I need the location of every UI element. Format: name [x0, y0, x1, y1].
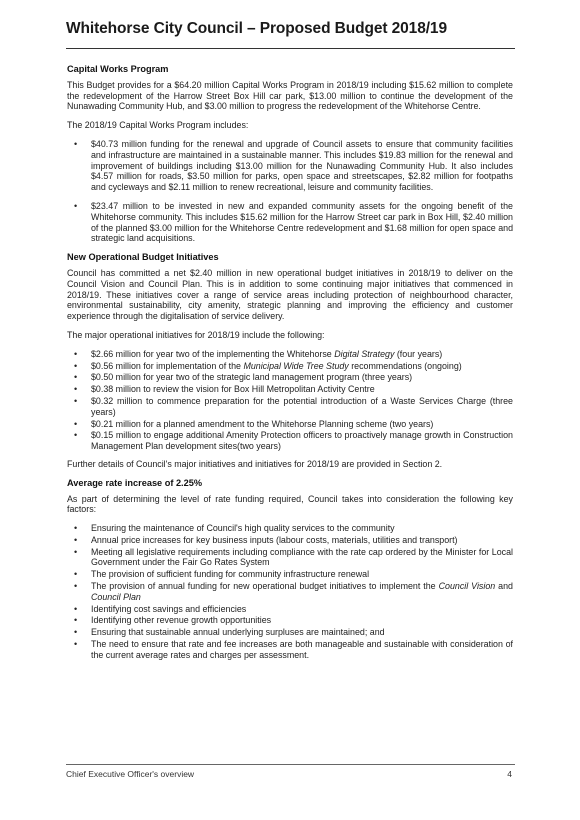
list-item: • $23.47 million to be invested in new and expanded community assets for the ongoing benefit of the Whitehorse community. This includes $15.62 million for the Harrow Street car park in Box Hill, $2.40 million of the planned $3.00 million for the Whitehorse Centre redevelopment and $1.68 million for open space and strategic land acquisitions.: [67, 201, 513, 244]
operational-initiatives-list: [67, 349, 513, 452]
operational-further-details: Further details of Council's major initiatives and initiatives for 2018/19 are provided in Section 2.: [67, 458, 443, 469]
text-run: $0.56 million for implementation of the: [91, 360, 244, 371]
list-item: • Annual price increases for key business inputs (labour costs, materials, utilities and transport): [67, 535, 513, 546]
page-title: Whitehorse City Council – Proposed Budget 2018/19: [66, 20, 447, 37]
list-item: • $40.73 million funding for the renewal and upgrade of Council assets to ensure that community facilities and infrastructure are maintained in a sustainable manner. This includes $19.83 million for the renewal and improvement of buildings including $13.00 million for the Nunawading Community Hub. It also includes $4.57 million for roads, $3.50 million for parks, open space and streetscapes, $2.82 million for footpaths and cycleways and $2.11 million to renew recreational, leisure and community facilities.: [67, 139, 513, 193]
text-run: recommendations (ongoing): [348, 360, 462, 371]
rate-factors-list: [67, 523, 513, 661]
list-item: • Identifying cost savings and efficiencies: [67, 604, 513, 615]
text-run: $2.66 million for year two of the implementing the Whitehorse: [91, 348, 335, 359]
list-item: • $0.38 million to review the vision for Box Hill Metropolitan Activity Centre: [67, 384, 513, 395]
list-item: [67, 581, 513, 603]
capital-works-intro: This Budget provides for a $64.20 million Capital Works Program in 2018/19 including $15.62 million to complete the redevelopment of the Harrow Street Box Hill car park, $13.00 million to continue the development of the Nunawading Community Hub, and $3.00 million to progress the redevelopment of the Whitehorse Centre.: [67, 79, 513, 112]
capital-works-includes-lead: The 2018/19 Capital Works Program includes:: [67, 120, 249, 131]
list-item: • The need to ensure that rate and fee increases are both manageable and sustainable with consideration of the current average rates and charges per assessment.: [67, 639, 513, 661]
list-item: • Identifying other revenue growth opportunities: [67, 615, 513, 626]
document-body: [67, 64, 513, 668]
operational-initiatives-intro: Council has committed a net $2.40 million in new operational budget initiatives in 2018/19 to deliver on the Council Vision and Council Plan. This is in addition to some continuing major initiatives that commenced in 2018/19. These initiatives cover a range of service areas including protection of neighbourhood character, environmental sustainability, city amenity, strategic planning and improving the efficiency and customer experience through the digitalisation of service delivery.: [67, 267, 513, 322]
capital-works-heading: Capital Works Program: [67, 64, 169, 74]
list-item: [67, 349, 513, 360]
list-item: • The provision of sufficient funding for community infrastructure renewal: [67, 569, 513, 580]
text-run-italic: Municipal Wide Tree Study: [243, 360, 349, 371]
page-number: 4: [507, 769, 512, 779]
title-rule: [66, 48, 515, 49]
footer-rule: [66, 764, 515, 765]
text-run-italic: Digital Strategy: [334, 348, 395, 359]
list-item: • Ensuring the maintenance of Council's high quality services to the community: [67, 523, 513, 534]
list-item: • $0.32 million to commence preparation for the potential introduction of a Waste Services Charge (three years): [67, 396, 513, 418]
text-run-italic: Council Plan: [91, 591, 141, 602]
capital-works-list: [67, 139, 513, 244]
text-run: (four years): [394, 348, 443, 359]
text-run: The provision of annual funding for new operational budget initiatives to implement the: [91, 581, 439, 592]
list-item: • $0.21 million for a planned amendment to the Whitehorse Planning scheme (two years): [67, 419, 513, 430]
list-item: [67, 361, 513, 372]
list-item: • Ensuring that sustainable annual underlying surpluses are maintained; and: [67, 627, 513, 638]
list-item: • $0.15 million to engage additional Amenity Protection officers to proactively manage growth in Construction Management Plan development sites(two years): [67, 430, 513, 452]
operational-initiatives-lead: The major operational initiatives for 2018/19 include the following:: [67, 329, 325, 340]
operational-initiatives-heading: New Operational Budget Initiatives: [67, 252, 219, 263]
list-item: • $0.50 million for year two of the strategic land management program (three years): [67, 372, 513, 383]
rate-increase-intro: As part of determining the level of rate funding required, Council takes into consideration the following key factors:: [67, 493, 513, 515]
rate-increase-heading: Average rate increase of 2.25%: [67, 477, 202, 488]
footer-label: Chief Executive Officer's overview: [66, 769, 195, 779]
list-item: • Meeting all legislative requirements including compliance with the rate cap ordered by the Minister for Local Government under the Fair Go Rates System: [67, 547, 513, 569]
text-run: and: [495, 581, 513, 592]
text-run-italic: Council Vision: [438, 581, 496, 592]
